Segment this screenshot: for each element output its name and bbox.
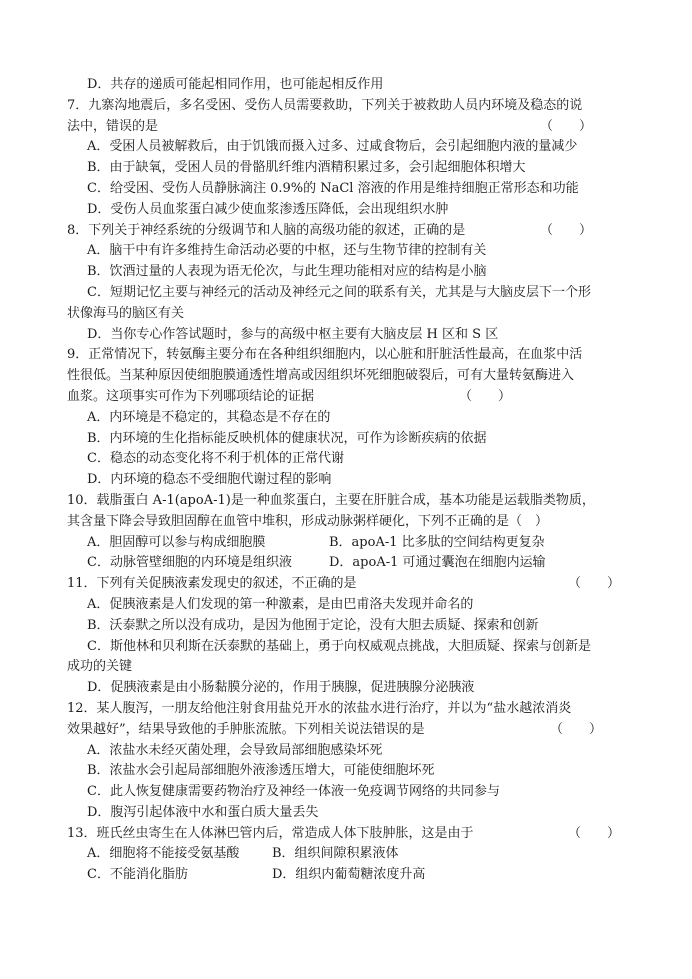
- q13-option-d: D．组织内葡萄糖浓度升高: [272, 867, 426, 883]
- q13-option-c: C．不能消化脂肪: [87, 867, 188, 883]
- q11-stem-text: 11．下列有关促胰液素发现史的叙述，不正确的是: [67, 576, 357, 592]
- q7-stem-line1: 7．九寨沟地震后，多名受困、受伤人员需要救助，下列关于被救助人员内环境及稳态的说: [67, 97, 583, 113]
- q12-option-a: A．浓盐水未经灭菌处理，会导致局部细胞感染坏死: [87, 742, 383, 758]
- q8-option-b: B．饮酒过量的人表现为语无伦次，与此生理功能相对应的结构是小脑: [87, 264, 487, 280]
- q8-option-c-line2: 状像海马的脑区有关: [67, 305, 185, 321]
- q11-stem: [67, 574, 632, 595]
- q8-option-a: A．脑干中有许多维持生命活动必要的中枢，还与生物节律的控制有关: [87, 243, 487, 259]
- q8-option-d: D．当你专心作答试题时，参与的高级中枢主要有大脑皮层 H 区和 S 区: [87, 326, 499, 342]
- q6-option-d: D．共存的递质可能起相同作用，也可能起相反作用: [87, 77, 384, 92]
- q11-option-c-line1: C．斯他林和贝利斯在沃泰默的基础上，勇于向权威观点挑战，大胆质疑、探索与创新是: [87, 638, 591, 654]
- q11-option-a: A．促胰液素是人们发现的第一种激素，是由巴甫洛夫发现并命名的: [87, 596, 474, 612]
- q10-stem-line2: 其含量下降会导致胆固醇在血管中堆积，形成动脉粥样硬化，下列不正确的是（ ）: [67, 513, 549, 529]
- q12-stem-text: 效果越好”，结果导致他的手肿胀流脓。下列相关说法错误的是: [67, 721, 425, 737]
- q9-option-a: A．内环境是不稳定的，其稳态是不存在的: [87, 409, 331, 425]
- q10-option-a: A．胆固醇可以参与构成细胞膜: [87, 534, 266, 550]
- q10-options-ab: [67, 533, 632, 554]
- q9-stem-text: 血浆。这项事实可作为下列哪项结论的证据: [67, 388, 315, 404]
- q9-stem-line2: 性很低。当某种原因使细胞膜通透性增高或因组织坏死细胞破裂后，可有大量转氨酶进入: [67, 368, 575, 384]
- q12-option-c: C．此人恢复健康需要药物治疗及神经一体液一免疫调节网络的共同参与: [87, 784, 500, 800]
- exam-page: [67, 75, 632, 886]
- q9-answer-blank: （ ）: [459, 388, 512, 404]
- q9-stem-line3: [67, 387, 632, 408]
- q11-option-d: D．促胰液素是由小肠黏膜分泌的，作用于胰腺，促进胰腺分泌胰液: [87, 680, 475, 696]
- q7-stem-line2: [67, 117, 632, 138]
- q10-options-cd: [67, 553, 632, 574]
- q10-option-d: D．apoA-1 可通过囊泡在细胞内运输: [329, 555, 546, 571]
- q13-stem: [67, 824, 632, 845]
- q12-option-b: B．浓盐水会引起局部细胞外液渗透压增大，可能使细胞坏死: [87, 763, 435, 779]
- q12-option-d: D．腹泻引起体液中水和蛋白质大量丢失: [87, 804, 319, 820]
- q7-answer-blank: （ ）: [539, 118, 592, 134]
- q12-stem-line1: 12．某人腹泻，一朋友给他注射食用盐兑开水的浓盐水进行治疗，并以为“盐水越浓消炎: [67, 700, 572, 716]
- q7-option-d: D．受伤人员血浆蛋白减少使血浆渗透压降低，会出现组织水肿: [87, 201, 449, 217]
- q10-option-c: C．动脉管壁细胞的内环境是组织液: [87, 555, 292, 571]
- q13-answer-blank: （ ）: [567, 825, 620, 841]
- q13-stem-text: 13．班氏丝虫寄生在人体淋巴管内后，常造成人体下肢肿胀，这是由于: [67, 825, 474, 841]
- q8-answer-blank: （ ）: [539, 222, 592, 238]
- q13-options-cd: [67, 865, 632, 886]
- q9-stem-line1: 9．正常情况下，转氨酶主要分布在各种组织细胞内，以心脏和肝脏活性最高，在血浆中活: [67, 347, 583, 363]
- q11-answer-blank: （ ）: [567, 576, 620, 592]
- q7-option-b: B．由于缺氧，受困人员的骨骼肌纤维内酒精积累过多，会引起细胞体积增大: [87, 160, 526, 176]
- q11-option-c-line2: 成功的关键: [67, 659, 133, 675]
- q8-stem: [67, 221, 632, 242]
- q7-stem-text: 法中，错误的是: [67, 118, 159, 134]
- q13-option-b: B．组织间隙积累液体: [272, 846, 399, 862]
- q10-option-b: B．apoA-1 比多肽的空间结构更复杂: [329, 534, 545, 550]
- q11-option-b: B．沃泰默之所以没有成功，是因为他囿于定论，没有大胆去质疑、探索和创新: [87, 617, 539, 633]
- q12-stem-line2: [67, 720, 632, 741]
- q9-option-c: C．稳态的动态变化将不利于机体的正常代谢: [87, 451, 344, 467]
- q13-options-ab: [67, 844, 632, 865]
- q12-answer-blank: （ ）: [549, 721, 602, 737]
- q8-stem-text: 8．下列关于神经系统的分级调节和人脑的高级功能的叙述，正确的是: [67, 222, 466, 238]
- q9-option-b: B．内环境的生化指标能反映机体的健康状况，可作为诊断疾病的依据: [87, 430, 487, 446]
- q8-option-c-line1: C．短期记忆主要与神经元的活动及神经元之间的联系有关，尤其是与大脑皮层下一个形: [87, 284, 591, 300]
- q13-option-a: A．细胞将不能接受氨基酸: [87, 846, 240, 862]
- q9-option-d: D．内环境的稳态不受细胞代谢过程的影响: [87, 472, 332, 488]
- q10-stem-line1: 10．载脂蛋白 A-1(apoA-1)是一种血浆蛋白，主要在肝脏合成，基本功能是运载脂类物质，: [67, 492, 595, 508]
- q7-option-a: A．受困人员被解救后，由于饥饿而摄入过多、过咸食物后，会引起细胞内液的量减少: [87, 139, 578, 155]
- q7-option-c: C．给受困、受伤人员静脉滴注 0.9%的 NaCl 溶液的作用是维持细胞正常形态和功能: [87, 180, 579, 196]
